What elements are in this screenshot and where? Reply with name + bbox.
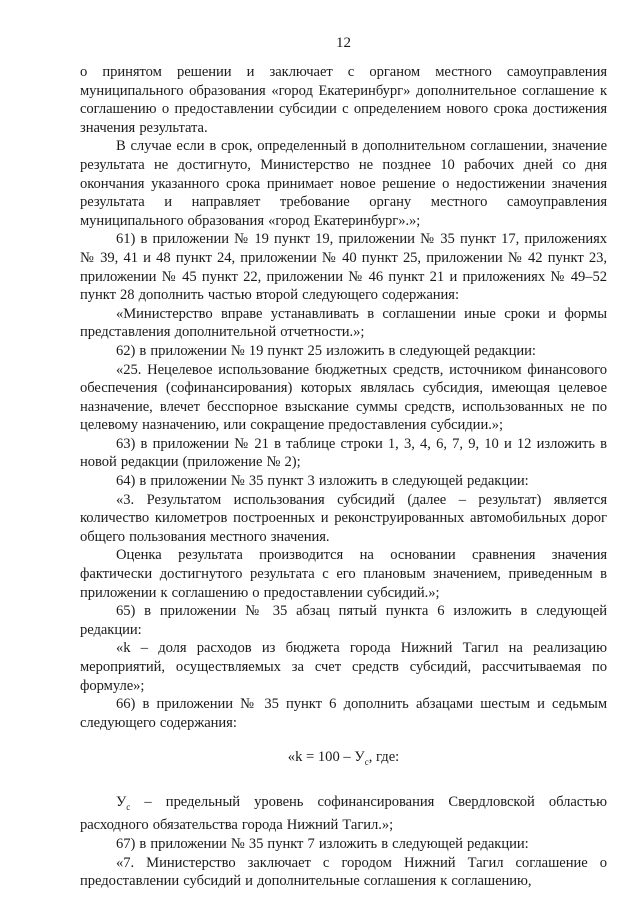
paragraph-13: 66) в приложении № 35 пункт 6 дополнить абзацами шестым и седьмым следующего содержания: (80, 696, 607, 731)
paragraph-1: о принятом решении и заключает с органом местного самоуправления муниципального образования «город Екатеринбург» дополнительное соглашение к соглашению о предоставлении субсидии с определением нового срока достижения значения результата. (80, 64, 607, 136)
formula-definition (80, 793, 607, 835)
formula (80, 748, 607, 772)
paragraph-11: 65) в приложении № 35 абзац пятый пункта 6 изложить в следующей редакции: (80, 603, 607, 638)
paragraph-15: 67) в приложении № 35 пункт 7 изложить в следующей редакции: (116, 835, 529, 852)
paragraph-2: В случае если в срок, определенный в дополнительном соглашении, значение результата не достигнуто, Министерство не позднее 10 рабочих дней со дня окончания указанного срока принимает новое решение о недостижении значения результата и направляет требование органу местного самоуправления муниципального образования «город Екатеринбург».»; (80, 138, 607, 229)
paragraph-3: 61) в приложении № 19 пункт 19, приложении № 35 пункт 17, приложениях № 39, 41 и 48 пункт 24, приложении № 40 пункт 25, приложении № 42 пункт 23, приложении № 45 пункт 22, приложении № 46 пункт 21 и приложениях № 49–52 пункт 28 дополнить частью второй следующего содержания: (80, 231, 607, 304)
paragraph-4: «Министерство вправе устанавливать в соглашении иные сроки и формы представления дополнительной отчетности.»; (80, 305, 607, 341)
definition-subscript: с (126, 801, 131, 812)
paragraph-9: «3. Результатом использования субсидий (далее – результат) является количество километров построенных и реконструированных автомобильных дорог общего пользования местного значения. (80, 491, 607, 545)
formula-suffix: , где: (368, 749, 400, 766)
formula-subscript: с (364, 757, 369, 768)
document-page (80, 34, 607, 891)
definition-text: – предельный уровень софинансирования Свердловской областью расходного обязательства города Нижний Тагил.»; (80, 793, 607, 834)
paragraph-5: 62) в приложении № 19 пункт 25 изложить в следующей редакции: (116, 342, 536, 359)
formula-prefix: «k = 100 – У (287, 749, 365, 766)
paragraph-12: «k – доля расходов из бюджета города Нижний Тагил на реализацию мероприятий, осуществляемых за счет средств субсидий, рассчитываемая по формуле»; (80, 640, 607, 694)
paragraph-16: «7. Министерство заключает с городом Нижний Тагил соглашение о предоставлении субсидий и дополнительные соглашения к соглашению, (80, 854, 607, 890)
paragraph-8: 64) в приложении № 35 пункт 3 изложить в следующей редакции: (116, 473, 529, 490)
page-number: 12 (336, 35, 351, 51)
definition-symbol: У (116, 793, 127, 810)
paragraph-7: 63) в приложении № 21 в таблице строки 1, 3, 4, 6, 7, 9, 10 и 12 изложить в новой редакции (приложение № 2); (80, 435, 607, 471)
paragraph-10: Оценка результата производится на основании сравнения значения фактически достигнутого результата с его плановым значением, приведенным в приложении к соглашению о предоставлении субсидий.»; (80, 547, 607, 601)
paragraph-6: «25. Нецелевое использование бюджетных средств, источником финансового обеспечения (софинансирования) которых являлась субсидия, имеющая целевое назначение, влечет бесспорное взыскание суммы средств, использованных не по целевому назначению, или сокращение предоставления субсидии.»; (80, 361, 607, 434)
